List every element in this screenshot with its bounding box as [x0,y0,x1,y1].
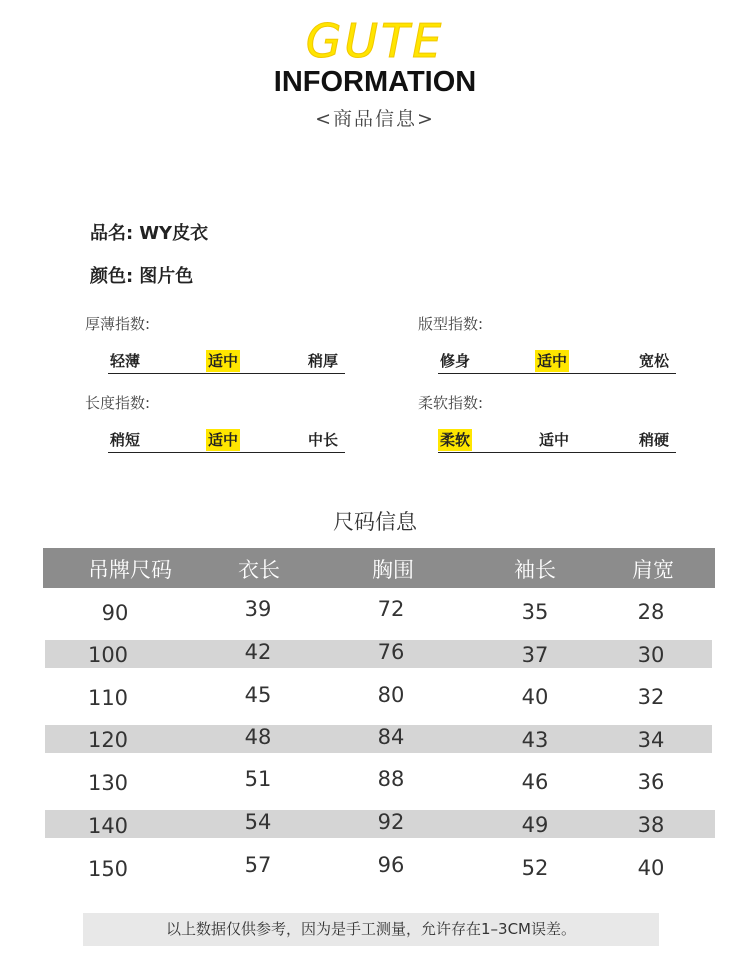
cell-length: 45 [244,683,272,707]
brand-logo: GUTE [305,14,445,68]
cell-chest: 76 [377,640,405,664]
thickness-option-medium: 适中 [208,352,239,370]
cell-chest: 80 [377,683,405,707]
softness-option-stiff: 稍硬 [639,431,670,449]
column-header-sleeve: 袖长 [514,558,556,582]
cell-tag-size: 90 [101,601,129,625]
softness-index-heading: 柔软指数: [418,394,484,412]
cell-tag-size: 110 [87,686,129,710]
size-table-title: 尺码信息 [333,510,417,534]
length-index-scale [108,425,345,453]
measurement-disclaimer: 以上数据仅供参考，因为是手工测量，允许存在1–3CM误差。 [83,913,659,946]
cell-length: 54 [244,810,272,834]
cell-shoulder: 40 [637,856,665,880]
softness-index-scale [438,425,676,453]
cell-sleeve: 46 [521,770,549,794]
column-header-tag-size: 吊牌尺码 [88,558,172,582]
cell-sleeve: 37 [521,643,549,667]
cell-tag-size: 120 [87,728,129,752]
cell-tag-size: 130 [87,771,129,795]
fit-index-scale [438,346,676,374]
cell-chest: 72 [377,597,405,621]
cell-sleeve: 49 [521,813,549,837]
page-subtitle: <商品信息> [315,108,435,130]
length-option-short: 稍短 [110,431,141,449]
length-option-long: 中长 [308,431,339,449]
size-table-header [43,548,715,588]
softness-option-soft: 柔软 [440,431,471,449]
product-name-label: 品名: [90,223,134,244]
cell-sleeve: 40 [521,685,549,709]
cell-tag-size: 150 [87,857,129,881]
cell-length: 42 [244,640,272,664]
cell-shoulder: 32 [637,685,665,709]
product-name-value: WY皮衣 [139,223,209,244]
cell-tag-size: 100 [87,643,129,667]
thickness-option-thin: 轻薄 [110,352,141,370]
cell-shoulder: 38 [637,813,665,837]
length-index-heading: 长度指数: [85,394,151,412]
cell-chest: 96 [377,853,405,877]
length-option-medium: 适中 [208,431,239,449]
cell-length: 39 [244,597,272,621]
cell-shoulder: 36 [637,770,665,794]
cell-sleeve: 35 [521,600,549,624]
column-header-shoulder: 肩宽 [632,558,674,582]
product-color-value: 图片色 [139,266,194,287]
cell-tag-size: 140 [87,814,129,838]
cell-shoulder: 30 [637,643,665,667]
cell-chest: 92 [377,810,405,834]
cell-chest: 88 [377,767,405,791]
cell-shoulder: 28 [637,600,665,624]
fit-option-loose: 宽松 [639,352,670,370]
cell-length: 51 [244,767,272,791]
page-title: INFORMATION [273,66,477,98]
softness-option-medium: 适中 [539,431,570,449]
thickness-index-scale [108,346,345,374]
product-color-label: 颜色: [90,266,134,287]
cell-sleeve: 52 [521,856,549,880]
cell-chest: 84 [377,725,405,749]
cell-sleeve: 43 [521,728,549,752]
cell-length: 57 [244,853,272,877]
cell-length: 48 [244,725,272,749]
cell-shoulder: 34 [637,728,665,752]
thickness-index-heading: 厚薄指数: [85,315,151,333]
fit-option-slim: 修身 [440,352,471,370]
thickness-option-thick: 稍厚 [308,352,339,370]
column-header-length: 衣长 [238,558,280,582]
column-header-chest: 胸围 [372,558,414,582]
fit-index-heading: 版型指数: [418,315,484,333]
product-color-line [90,262,193,288]
product-name-line [90,219,208,245]
fit-option-regular: 适中 [537,352,568,370]
